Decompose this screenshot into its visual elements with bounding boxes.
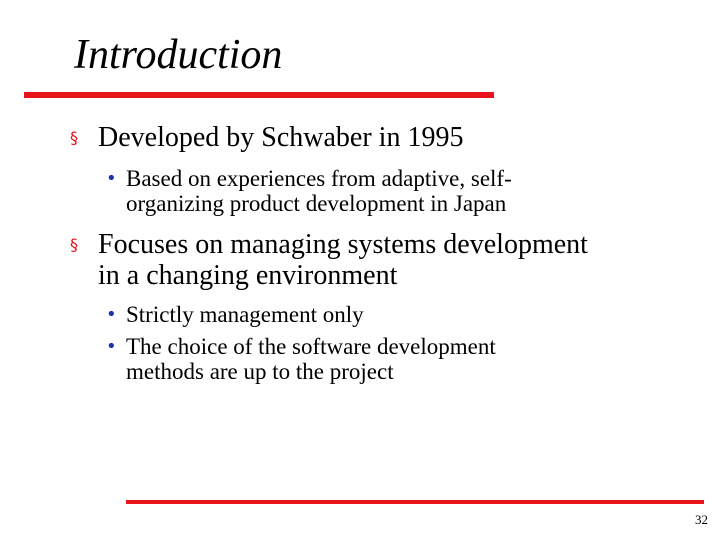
page-number: 32 [695,512,708,527]
dot-bullet-icon: • [106,336,117,357]
dot-bullet-icon: • [106,168,117,189]
bullet-2-line-2: in a changing environment [98,260,398,291]
title-underline [24,92,494,98]
sub-bullet-2-2 [106,334,496,384]
sub-bullet-2-2-line-2: methods are up to the project [126,359,394,384]
dot-bullet-icon: • [106,304,117,325]
footer-rule [126,500,704,504]
sub-bullet-2-1 [106,302,364,327]
sub-bullet-2-2-line-1: The choice of the software development [126,334,496,359]
section-bullet-icon: § [70,128,78,147]
sub-bullet-2-1-line-1: Strictly management only [126,302,364,327]
sub-bullet-1-1-line-2: organizing product development in Japan [126,191,507,216]
bullet-1-line-1: Developed by Schwaber in 1995 [98,122,464,153]
bullet-2 [70,229,588,291]
slide-title: Introduction [74,32,283,78]
bullet-2-line-1: Focuses on managing systems development [98,229,588,260]
sub-bullet-1-1-line-1: Based on experiences from adaptive, self- [126,166,512,191]
section-bullet-icon: § [70,235,78,254]
sub-bullet-1-1 [106,166,512,216]
bullet-1 [70,122,463,153]
